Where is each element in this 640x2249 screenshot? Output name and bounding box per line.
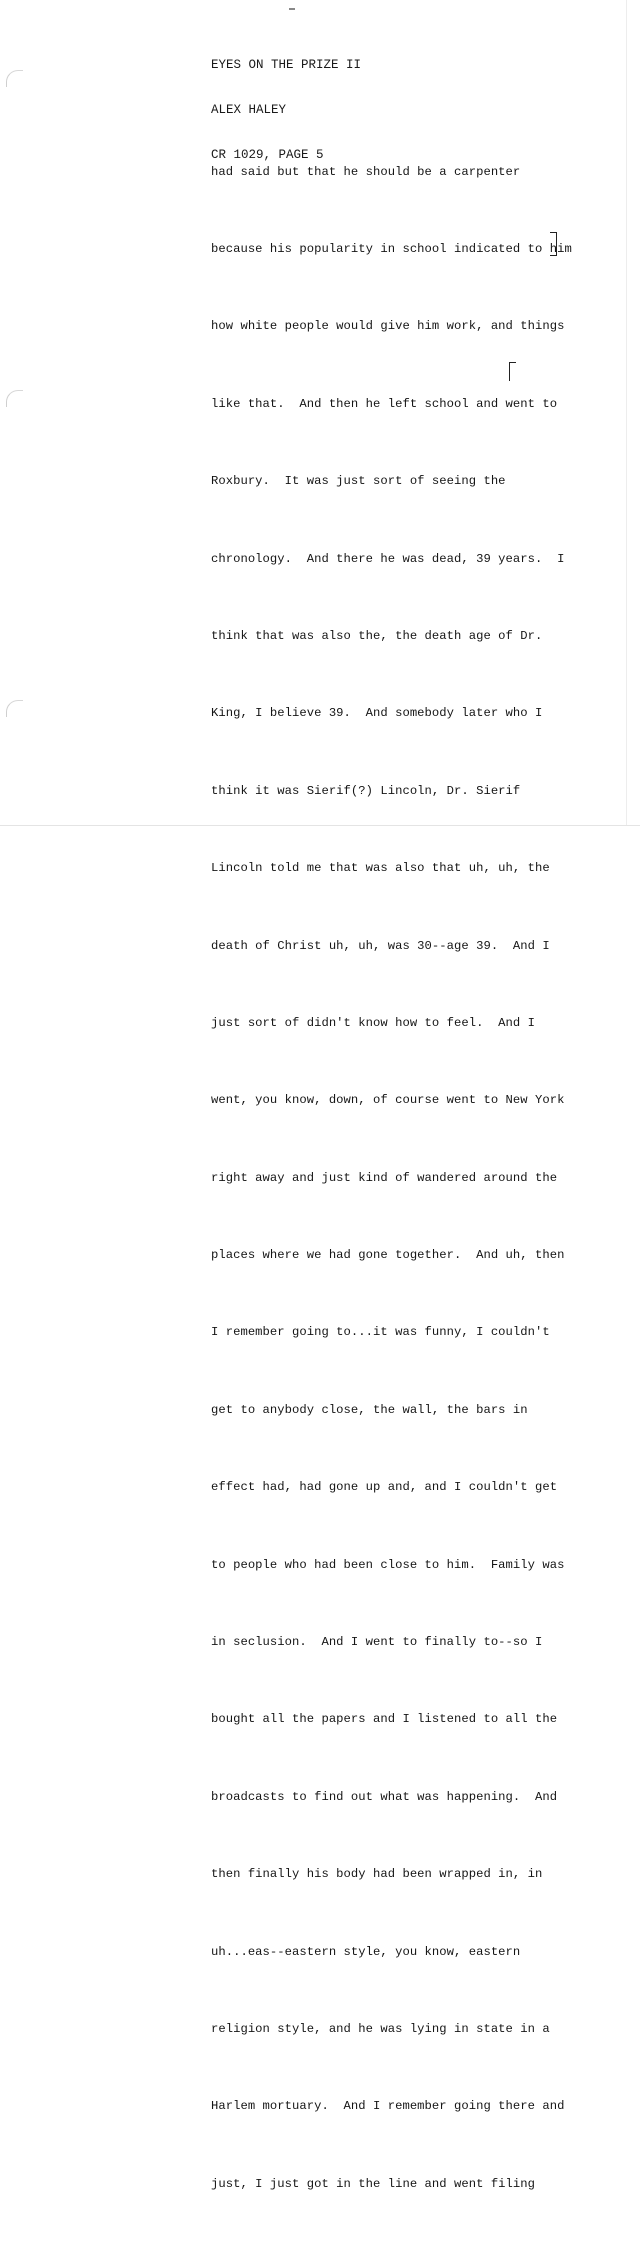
transcript-line: went, you know, down, of course went to New York xyxy=(211,1093,565,1108)
transcript-line: then finally his body had been wrapped in, in xyxy=(211,1867,543,1882)
transcript-line: death of Christ uh, uh, was 30--age 39. And I xyxy=(211,938,550,953)
transcript-line: chronology. And there he was dead, 39 years. I xyxy=(211,551,565,566)
transcript-line: just, I just got in the line and went filing xyxy=(211,2176,536,2191)
transcript-line: places where we had gone together. And uh, then xyxy=(211,1248,565,1263)
transcript-line: Lincoln told me that was also that uh, uh, the xyxy=(211,861,550,876)
scan-edge xyxy=(626,0,627,825)
transcript-line: uh...eas--eastern style, you know, eastern xyxy=(211,1944,521,1959)
transcript-line: religion style, and he was lying in state in a xyxy=(211,2021,550,2036)
page-bottom-edge xyxy=(0,825,640,826)
edit-bracket-open xyxy=(509,362,516,381)
header-interviewee: ALEX HALEY xyxy=(211,103,287,117)
transcript-line: just sort of didn't know how to feel. And I xyxy=(211,1015,536,1030)
punch-hole-mark xyxy=(6,390,23,407)
transcript-line: like that. And then he left school and went to xyxy=(211,396,558,411)
transcript-line: Harlem mortuary. And I remember going there and xyxy=(211,2099,565,2114)
transcript-line: had said but that he should be a carpenter xyxy=(211,164,521,179)
transcript-line: get to anybody close, the wall, the bars in xyxy=(211,1402,528,1417)
transcript-line: effect had, had gone up and, and I couldn't get xyxy=(211,1480,558,1495)
transcript-line: Roxbury. It was just sort of seeing the xyxy=(211,474,506,489)
transcript-line: how white people would give him work, and things xyxy=(211,319,565,334)
header-series-title: EYES ON THE PRIZE II xyxy=(211,58,362,72)
edit-bracket-close xyxy=(550,232,557,256)
transcript-line: King, I believe 39. And somebody later who I xyxy=(211,706,543,721)
transcript-line: think it was Sierif(?) Lincoln, Dr. Sierif xyxy=(211,783,521,798)
transcript-line: think that was also the, the death age of Dr. xyxy=(211,628,543,643)
transcript-line: in seclusion. And I went to finally to--so I xyxy=(211,1635,543,1650)
transcript-line: broadcasts to find out what was happening. And xyxy=(211,1789,558,1804)
transcript-line: to people who had been close to him. Family was xyxy=(211,1557,565,1572)
punch-hole-mark xyxy=(6,700,23,717)
header-page-reference: CR 1029, PAGE 5 xyxy=(211,148,324,162)
scan-mark xyxy=(289,8,295,10)
transcript-line: bought all the papers and I listened to all the xyxy=(211,1712,558,1727)
punch-hole-mark xyxy=(6,70,23,87)
transcript-line: right away and just kind of wandered around the xyxy=(211,1170,558,1185)
transcript-line: because his popularity in school indicated to him xyxy=(211,241,572,256)
transcript-body xyxy=(211,108,621,2249)
transcript-line: I remember going to...it was funny, I couldn't xyxy=(211,1325,550,1340)
